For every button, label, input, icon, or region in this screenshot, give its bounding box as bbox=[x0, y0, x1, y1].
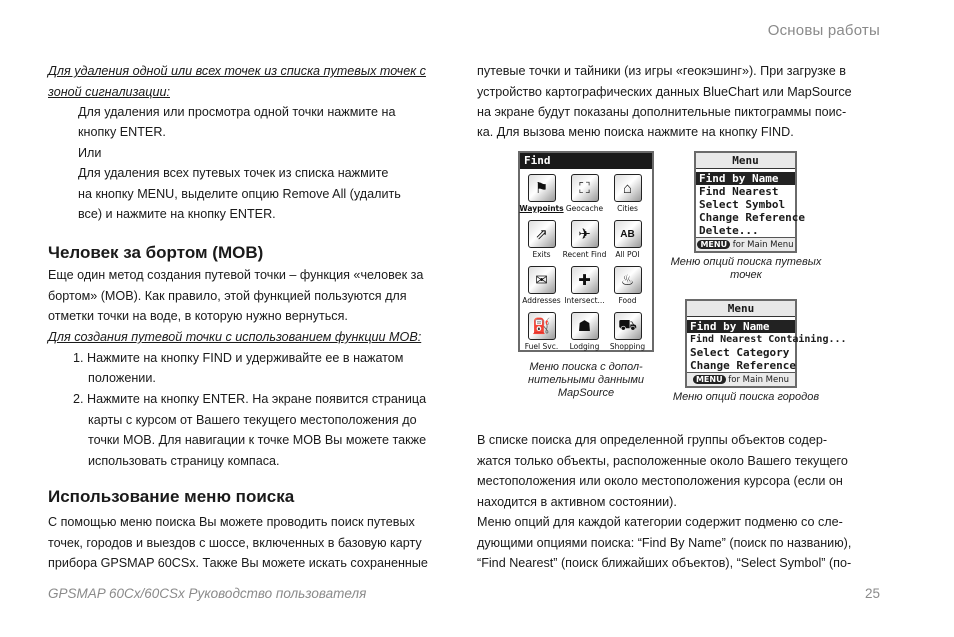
mob-step-line: положении. bbox=[88, 371, 156, 385]
footer-manual-title: GPSMAP 60Cx/60CSx Руководство пользователя bbox=[48, 586, 367, 601]
exits-icon: ⇗ bbox=[528, 220, 556, 248]
find-item-label: Geocache bbox=[565, 204, 604, 213]
find-item-label: Fuel Svc. bbox=[524, 342, 559, 351]
menu-title: Menu bbox=[687, 301, 795, 317]
find-item-label: Waypoints bbox=[519, 204, 564, 213]
right-paragraph-line: В списке поиска для определенной группы объектов содер- bbox=[477, 433, 828, 447]
delete-heading-line-1: Для удаления одной или всех точек из списка путевых точек с bbox=[48, 64, 426, 78]
menu-title: Menu bbox=[696, 153, 795, 169]
find-food bbox=[606, 263, 649, 309]
recent-find-icon: ✈ bbox=[571, 220, 599, 248]
mob-step-line: 2. Нажмите на кнопку ENTER. На экране появится страница bbox=[73, 392, 427, 406]
menu-item-find-by-name: Find by Name bbox=[696, 172, 795, 185]
find-item-label: Lodging bbox=[569, 342, 600, 351]
caption-line: точек bbox=[730, 269, 762, 281]
find-icon-grid bbox=[520, 171, 650, 355]
caption-line: MapSource bbox=[557, 387, 615, 399]
find-screen-caption bbox=[505, 361, 667, 400]
waypoint-menu-caption bbox=[660, 256, 832, 282]
menu-list bbox=[687, 317, 847, 372]
food-icon: ♨ bbox=[614, 266, 642, 294]
right-paragraph-line: на экране будут показаны дополнительные пиктограммы поис- bbox=[477, 105, 847, 119]
menu-item-delete: Delete... bbox=[699, 224, 759, 237]
find-item-label: Exits bbox=[532, 250, 551, 259]
find-intersections bbox=[563, 263, 606, 309]
find-fuel bbox=[520, 309, 563, 355]
menu-item-find-by-name: Find by Name bbox=[687, 320, 795, 333]
find-screen bbox=[518, 151, 654, 352]
mob-subheading: Для создания путевой точки с использованием функции MOB: bbox=[48, 330, 422, 344]
find-waypoints bbox=[520, 171, 563, 217]
search-paragraph-line: точек, городов и выездов с шоссе, включенных в базовую карту bbox=[48, 536, 422, 550]
menu-list bbox=[696, 169, 805, 237]
find-addresses bbox=[520, 263, 563, 309]
find-cities bbox=[606, 171, 649, 217]
delete-heading-line-2: зоной сигнализации: bbox=[48, 85, 170, 99]
find-geocache bbox=[563, 171, 606, 217]
intersection-icon: ✚ bbox=[571, 266, 599, 294]
page-number: 25 bbox=[864, 586, 880, 601]
search-paragraph-line: С помощью меню поиска Вы можете проводить поиск путевых bbox=[48, 515, 415, 529]
mob-step-line: 1. Нажмите на кнопку FIND и удерживайте ее в нажатом bbox=[73, 351, 404, 365]
delete-line: Для удаления или просмотра одной точки нажмите на bbox=[78, 105, 396, 119]
city-menu-screen bbox=[685, 299, 847, 388]
caption-line: Меню поиска с допол- bbox=[529, 361, 643, 373]
mob-paragraph-line: отметки точки на воде, в которую нужно вернуться. bbox=[48, 309, 348, 323]
right-paragraph-line: жатся только объекты, расположенные около Вашего текущего bbox=[477, 454, 848, 468]
menu-footer-text: for Main Menu bbox=[732, 240, 794, 250]
menu-key-badge: MENU bbox=[693, 375, 726, 384]
caption-line: Меню опций поиска путевых bbox=[670, 256, 822, 268]
find-item-label: Cities bbox=[617, 204, 638, 213]
menu-item-change-reference: Change Reference bbox=[699, 211, 805, 224]
waypoint-menu-screen bbox=[694, 151, 805, 253]
shopping-icon: ⛟ bbox=[614, 312, 642, 340]
find-item-label: Food bbox=[618, 296, 637, 305]
city-menu-caption: Меню опций поиска городов bbox=[672, 391, 820, 403]
cities-icon: ⌂ bbox=[614, 174, 642, 202]
find-item-label: Recent Find bbox=[562, 250, 607, 259]
caption-line: нительными данными bbox=[528, 374, 644, 386]
find-exits bbox=[520, 217, 563, 263]
menu-item-find-nearest: Find Nearest bbox=[699, 185, 779, 198]
find-item-label: Shopping bbox=[609, 342, 646, 351]
right-paragraph-line: дующими опциями поиска: “Find By Name” (поиск по названию), bbox=[477, 536, 852, 550]
mob-paragraph-line: Еще один метод создания путевой точки – функция «человек за bbox=[48, 268, 424, 282]
fuel-icon: ⛽ bbox=[528, 312, 556, 340]
right-paragraph-line: находится в активном состоянии). bbox=[477, 495, 677, 509]
search-section-title: Использование меню поиска bbox=[48, 487, 295, 506]
find-screen-title: Find bbox=[520, 153, 652, 169]
lodging-icon: ☗ bbox=[571, 312, 599, 340]
menu-item-select-symbol: Select Symbol bbox=[699, 198, 786, 211]
find-item-label: All POI bbox=[615, 250, 640, 259]
delete-line: на кнопку MENU, выделите опцию Remove All (удалить bbox=[78, 187, 401, 201]
menu-item-change-reference: Change Reference bbox=[690, 359, 796, 372]
menu-key-badge: MENU bbox=[697, 240, 730, 249]
menu-item-select-category: Select Category bbox=[690, 346, 790, 359]
addresses-icon: ✉ bbox=[528, 266, 556, 294]
find-recent bbox=[563, 217, 606, 263]
search-paragraph-line: прибора GPSMAP 60CSx. Также Вы можете искать сохраненные bbox=[48, 556, 428, 570]
waypoints-icon: ⚑ bbox=[528, 174, 556, 202]
right-paragraph-line: местоположения или около местоположения курсора (если он bbox=[477, 474, 843, 488]
mob-step-line: точки MOB. Для навигации к точке MOB Вы можете также bbox=[88, 433, 427, 447]
right-paragraph-line: устройство картографических данных BlueChart или MapSource bbox=[477, 85, 852, 99]
all-poi-icon: AB bbox=[614, 220, 642, 248]
geocache-icon: ⛶ bbox=[571, 174, 599, 202]
delete-line: все) и нажмите на кнопку ENTER. bbox=[78, 207, 276, 221]
right-paragraph-line: “Find Nearest” (поиск ближайших объектов), “Select Symbol” (по- bbox=[477, 556, 852, 570]
find-lodging bbox=[563, 309, 606, 355]
mob-step-line: карты с курсом от Вашего текущего местоположения до bbox=[88, 413, 417, 427]
find-all-poi bbox=[606, 217, 649, 263]
delete-line: Для удаления всех путевых точек из списка нажмите bbox=[78, 166, 389, 180]
mob-section-title: Человек за бортом (MOB) bbox=[48, 243, 264, 262]
find-item-label: Intersect... bbox=[564, 296, 605, 305]
menu-footer bbox=[696, 237, 795, 251]
delete-line: Или bbox=[78, 146, 102, 160]
page-header: Основы работы bbox=[767, 22, 880, 39]
menu-footer-text: for Main Menu bbox=[728, 375, 790, 385]
find-item-label: Addresses bbox=[522, 296, 561, 305]
right-paragraph-line: ка. Для вызова меню поиска нажмите на кнопку FIND. bbox=[477, 125, 794, 139]
find-shopping bbox=[606, 309, 649, 355]
menu-footer bbox=[687, 372, 795, 386]
right-paragraph-line: Меню опций для каждой категории содержит подменю со сле- bbox=[477, 515, 843, 529]
mob-paragraph-line: бортом» (MOB). Как правило, этой функцией пользуются для bbox=[48, 289, 407, 303]
menu-item-find-nearest-containing: Find Nearest Containing... bbox=[690, 334, 847, 345]
right-paragraph-line: путевые точки и тайники (из игры «геокэшинг»). При загрузке в bbox=[477, 64, 846, 78]
delete-line: кнопку ENTER. bbox=[78, 125, 166, 139]
mob-step-line: использовать страницу компаса. bbox=[88, 454, 280, 468]
